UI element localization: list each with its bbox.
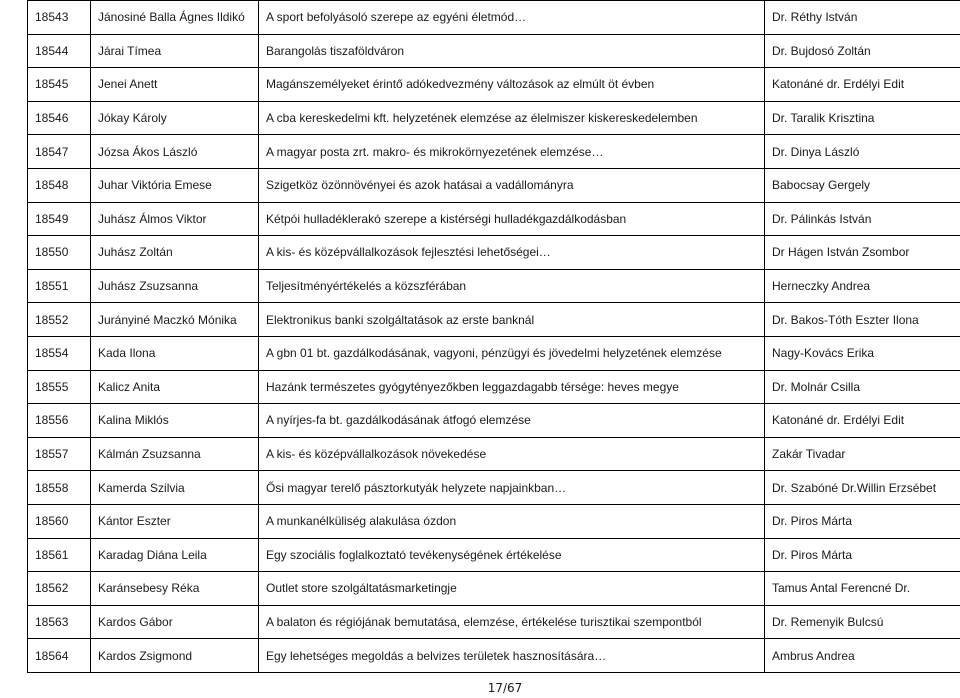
id-cell: 18551	[28, 269, 91, 303]
thesis-title-cell: Hazánk természetes gyógytényezőkben leggazdagabb térsége: heves megye	[259, 370, 765, 404]
student-name-cell: Karadag Diána Leila	[91, 538, 259, 572]
advisor-cell: Dr. Remenyik Bulcsú	[765, 605, 960, 639]
advisor-cell: Dr. Pálinkás István	[765, 202, 960, 236]
table-row	[28, 370, 960, 404]
advisor-cell: Dr. Szabóné Dr.Willin Erzsébet	[765, 471, 960, 505]
thesis-title-cell: Teljesítményértékelés a közszférában	[259, 269, 765, 303]
advisor-cell: Dr. Molnár Csilla	[765, 370, 960, 404]
table-row	[28, 303, 960, 337]
page-number: 17/67	[487, 681, 523, 695]
student-name-cell: Kántor Eszter	[91, 504, 259, 538]
student-name-cell: Jánosiné Balla Ágnes Ildikó	[91, 1, 259, 35]
thesis-title-cell: A nyírjes-fa bt. gazdálkodásának átfogó elemzése	[259, 404, 765, 438]
table-body	[28, 1, 960, 673]
student-name-cell: Juhász Zsuzsanna	[91, 269, 259, 303]
thesis-title-cell: A magyar posta zrt. makro- és mikrokörnyezetének elemzése…	[259, 135, 765, 169]
id-cell: 18543	[28, 1, 91, 35]
advisor-cell: Herneczky Andrea	[765, 269, 960, 303]
thesis-title-cell: Barangolás tiszaföldváron	[259, 34, 765, 68]
table-row	[28, 605, 960, 639]
advisor-cell: Dr. Dinya László	[765, 135, 960, 169]
student-name-cell: Kalicz Anita	[91, 370, 259, 404]
thesis-title-cell: Magánszemélyeket érintő adókedvezmény változások az elmúlt öt évben	[259, 68, 765, 102]
student-name-cell: Kardos Zsigmond	[91, 639, 259, 673]
thesis-title-cell: Kétpói hulladéklerakó szerepe a kistérségi hulladékgazdálkodásban	[259, 202, 765, 236]
student-name-cell: Karánsebesy Réka	[91, 572, 259, 606]
student-name-cell: Juhar Viktória Emese	[91, 168, 259, 202]
table-row	[28, 572, 960, 606]
thesis-title-cell: A gbn 01 bt. gazdálkodásának, vagyoni, pénzügyi és jövedelmi helyzetének elemzése	[259, 336, 765, 370]
id-cell: 18547	[28, 135, 91, 169]
advisor-cell: Ambrus Andrea	[765, 639, 960, 673]
advisor-cell: Zakár Tivadar	[765, 437, 960, 471]
thesis-title-cell: Egy lehetséges megoldás a belvizes területek hasznosítására…	[259, 639, 765, 673]
advisor-cell: Nagy-Kovács Erika	[765, 336, 960, 370]
table-row	[28, 269, 960, 303]
id-cell: 18555	[28, 370, 91, 404]
student-name-cell: Kada Ilona	[91, 336, 259, 370]
student-name-cell: Jurányiné Maczkó Mónika	[91, 303, 259, 337]
student-name-cell: Kardos Gábor	[91, 605, 259, 639]
thesis-title-cell: A cba kereskedelmi kft. helyzetének elemzése az élelmiszer kiskereskedelemben	[259, 101, 765, 135]
id-cell: 18546	[28, 101, 91, 135]
thesis-title-cell: A sport befolyásoló szerepe az egyéni életmód…	[259, 1, 765, 35]
advisor-cell: Dr. Piros Márta	[765, 504, 960, 538]
student-name-cell: Józsa Ákos László	[91, 135, 259, 169]
id-cell: 18549	[28, 202, 91, 236]
id-cell: 18558	[28, 471, 91, 505]
id-cell: 18563	[28, 605, 91, 639]
table-row	[28, 471, 960, 505]
id-cell: 18550	[28, 236, 91, 270]
student-name-cell: Járai Tímea	[91, 34, 259, 68]
student-name-cell: Kálmán Zsuzsanna	[91, 437, 259, 471]
thesis-title-cell: Elektronikus banki szolgáltatások az erste banknál	[259, 303, 765, 337]
thesis-title-cell: A kis- és középvállalkozások növekedése	[259, 437, 765, 471]
thesis-title-cell: A kis- és középvállalkozások fejlesztési lehetőségei…	[259, 236, 765, 270]
id-cell: 18556	[28, 404, 91, 438]
advisor-cell: Dr Hágen István Zsombor	[765, 236, 960, 270]
thesis-table	[27, 0, 960, 673]
advisor-cell: Dr. Piros Márta	[765, 538, 960, 572]
advisor-cell: Katonáné dr. Erdélyi Edit	[765, 404, 960, 438]
thesis-title-cell: A munkanélküliség alakulása ózdon	[259, 504, 765, 538]
student-name-cell: Juhász Álmos Viktor	[91, 202, 259, 236]
id-cell: 18561	[28, 538, 91, 572]
table-row	[28, 68, 960, 102]
table-row	[28, 504, 960, 538]
advisor-cell: Katonáné dr. Erdélyi Edit	[765, 68, 960, 102]
table-row	[28, 202, 960, 236]
student-name-cell: Jenei Anett	[91, 68, 259, 102]
table-row	[28, 236, 960, 270]
table-row	[28, 135, 960, 169]
thesis-title-cell: Ősi magyar terelő pásztorkutyák helyzete napjainkban…	[259, 471, 765, 505]
table-row	[28, 34, 960, 68]
table-row	[28, 639, 960, 673]
id-cell: 18552	[28, 303, 91, 337]
id-cell: 18557	[28, 437, 91, 471]
advisor-cell: Dr. Bakos-Tóth Eszter Ilona	[765, 303, 960, 337]
advisor-cell: Dr. Réthy István	[765, 1, 960, 35]
table-row	[28, 538, 960, 572]
id-cell: 18560	[28, 504, 91, 538]
table-row	[28, 404, 960, 438]
table-row	[28, 437, 960, 471]
id-cell: 18562	[28, 572, 91, 606]
thesis-title-cell: Szigetköz özönnövényei és azok hatásai a vadállományra	[259, 168, 765, 202]
table-row	[28, 1, 960, 35]
id-cell: 18564	[28, 639, 91, 673]
advisor-cell: Tamus Antal Ferencné Dr.	[765, 572, 960, 606]
student-name-cell: Kalina Miklós	[91, 404, 259, 438]
id-cell: 18554	[28, 336, 91, 370]
table-row	[28, 336, 960, 370]
advisor-cell: Dr. Bujdosó Zoltán	[765, 34, 960, 68]
student-name-cell: Jókay Károly	[91, 101, 259, 135]
table-row	[28, 101, 960, 135]
advisor-cell: Dr. Taralik Krisztina	[765, 101, 960, 135]
id-cell: 18545	[28, 68, 91, 102]
advisor-cell: Babocsay Gergely	[765, 168, 960, 202]
id-cell: 18544	[28, 34, 91, 68]
thesis-title-cell: Outlet store szolgáltatásmarketingje	[259, 572, 765, 606]
table-row	[28, 168, 960, 202]
thesis-title-cell: Egy szociális foglalkoztató tevékenységének értékelése	[259, 538, 765, 572]
id-cell: 18548	[28, 168, 91, 202]
student-name-cell: Juhász Zoltán	[91, 236, 259, 270]
thesis-title-cell: A balaton és régiójának bemutatása, elemzése, értékelése turisztikai szempontból	[259, 605, 765, 639]
student-name-cell: Kamerda Szilvia	[91, 471, 259, 505]
